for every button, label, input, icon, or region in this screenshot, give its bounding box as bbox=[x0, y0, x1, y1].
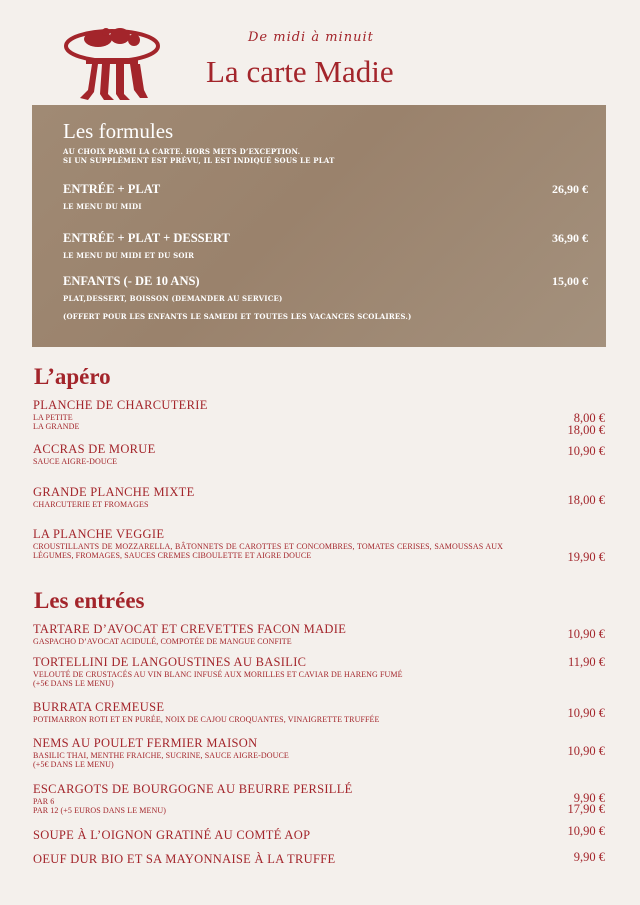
item-desc: GASPACHO D’AVOCAT ACIDULÉ, COMPOTÉE DE MANGUE CONFITE bbox=[33, 637, 292, 646]
formules-panel bbox=[32, 105, 606, 347]
item-name: PLANCHE DE CHARCUTERIE bbox=[33, 398, 208, 412]
formule-item bbox=[63, 274, 588, 321]
item-name: BURRATA CREMEUSE bbox=[33, 700, 165, 714]
item-name: ESCARGOTS DE BOURGOGNE AU BEURRE PERSILLÉ bbox=[33, 782, 353, 796]
item-price: 9,90 € bbox=[573, 850, 605, 864]
item-desc: (+5€ DANS LE MENU) bbox=[33, 679, 114, 688]
item-desc: CROUSTILLANTS DE MOZZARELLA, BÂTONNETS DE CAROTTES ET CONCOMBRES, TOMATES CERISES, SAMOUSSAS AUX LÉGUMES, FROMAGES, SAUCES CREMES CIBOULETTE ET AIGRE DOUCE bbox=[33, 542, 503, 560]
page-title: La carte Madie bbox=[206, 54, 394, 89]
item-price: 10,90 € bbox=[567, 744, 605, 758]
formule-item bbox=[63, 231, 588, 260]
item-desc: CHARCUTERIE ET FROMAGES bbox=[33, 500, 149, 509]
item-price: 17,90 € bbox=[567, 802, 605, 816]
formules-subtitle bbox=[63, 147, 543, 165]
item-name: TARTARE D’AVOCAT ET CREVETTES FACON MADIE bbox=[33, 622, 347, 636]
item-desc: PAR 12 (+5 EUROS DANS LE MENU) bbox=[33, 806, 167, 815]
item-desc: LA PETITE bbox=[33, 413, 73, 422]
item-name: ACCRAS DE MORUE bbox=[33, 442, 156, 456]
formules-subtitle-line: SI UN SUPPLÉMENT EST PRÉVU, IL EST INDIQUÉ SOUS LE PLAT bbox=[63, 156, 335, 165]
item-price: 18,00 € bbox=[567, 493, 605, 507]
menu-item bbox=[33, 398, 605, 437]
item-desc: SAUCE AIGRE-DOUCE bbox=[33, 457, 118, 466]
item-price: 9,90 € bbox=[573, 791, 605, 805]
item-price: 10,90 € bbox=[567, 706, 605, 720]
item-price: 10,90 € bbox=[567, 444, 605, 458]
menu-item bbox=[33, 824, 605, 843]
menu-item bbox=[33, 655, 605, 688]
formule-note: (OFFERT POUR LES ENFANTS LE SAMEDI ET TOUTES LES VACANCES SCOLAIRES.) bbox=[63, 312, 412, 321]
formule-name: ENTRÉE + PLAT + DESSERT bbox=[63, 231, 230, 245]
item-price: 10,90 € bbox=[567, 627, 605, 641]
item-price: 19,90 € bbox=[567, 550, 605, 564]
menu-item bbox=[33, 700, 605, 724]
formule-name: ENFANTS (- DE 10 ANS) bbox=[63, 274, 200, 288]
item-price: 8,00 € bbox=[573, 411, 605, 425]
section-title-apero: L’apéro bbox=[34, 364, 111, 389]
menu-item bbox=[33, 852, 605, 867]
tagline: De midi à minuit bbox=[248, 30, 374, 45]
formules-title: Les formules bbox=[63, 119, 174, 143]
formule-desc: LE MENU DU MIDI bbox=[63, 202, 142, 211]
section-title-entrees: Les entrées bbox=[34, 588, 145, 613]
menu-item bbox=[33, 527, 605, 564]
formule-price: 36,90 € bbox=[552, 231, 588, 245]
menu-item bbox=[33, 736, 605, 769]
item-desc: BASILIC THAI, MENTHE FRAICHE, SUCRINE, SAUCE AIGRE-DOUCE bbox=[33, 751, 289, 760]
item-desc: POTIMARRON ROTI ET EN PURÉE, NOIX DE CAJOU CROQUANTES, VINAIGRETTE TRUFFÉE bbox=[33, 715, 380, 724]
item-desc: VELOUTÉ DE CRUSTACÉS AU VIN BLANC INFUSÉ AUX MORILLES ET CAVIAR DE HARENG FUMÉ bbox=[33, 670, 403, 679]
formule-name: ENTRÉE + PLAT bbox=[63, 182, 161, 196]
item-desc: LA GRANDE bbox=[33, 422, 80, 431]
item-price: 11,90 € bbox=[567, 655, 605, 669]
item-name: OEUF DUR BIO ET SA MAYONNAISE À LA TRUFFE bbox=[33, 852, 336, 866]
menu-item bbox=[33, 622, 605, 646]
item-desc: PAR 6 bbox=[33, 797, 55, 806]
item-name: SOUPE À L’OIGNON GRATINÉ AU COMTÉ AOP bbox=[33, 828, 311, 842]
item-name: GRANDE PLANCHE MIXTE bbox=[33, 485, 195, 499]
menu-item bbox=[33, 485, 605, 509]
formule-item bbox=[63, 182, 588, 211]
formule-desc: LE MENU DU MIDI ET DU SOIR bbox=[63, 251, 195, 260]
formule-price: 15,00 € bbox=[552, 274, 588, 288]
item-name: NEMS AU POULET FERMIER MAISON bbox=[33, 736, 258, 750]
item-name: TORTELLINI DE LANGOUSTINES AU BASILIC bbox=[33, 655, 307, 669]
menu-item bbox=[33, 782, 605, 815]
item-name: LA PLANCHE VEGGIE bbox=[33, 527, 165, 541]
serving-tray-logo-icon bbox=[58, 24, 166, 104]
formule-price: 26,90 € bbox=[552, 182, 588, 196]
menu-item bbox=[33, 442, 605, 466]
formule-desc: PLAT,DESSERT, BOISSON (DEMANDER AU SERVICE) bbox=[63, 294, 283, 303]
item-price: 10,90 € bbox=[567, 824, 605, 838]
item-price: 18,00 € bbox=[567, 423, 605, 437]
item-desc: (+5€ DANS LE MENU) bbox=[33, 760, 114, 769]
formules-subtitle-line: AU CHOIX PARMI LA CARTE. HORS METS D’EXCEPTION. bbox=[63, 147, 301, 156]
